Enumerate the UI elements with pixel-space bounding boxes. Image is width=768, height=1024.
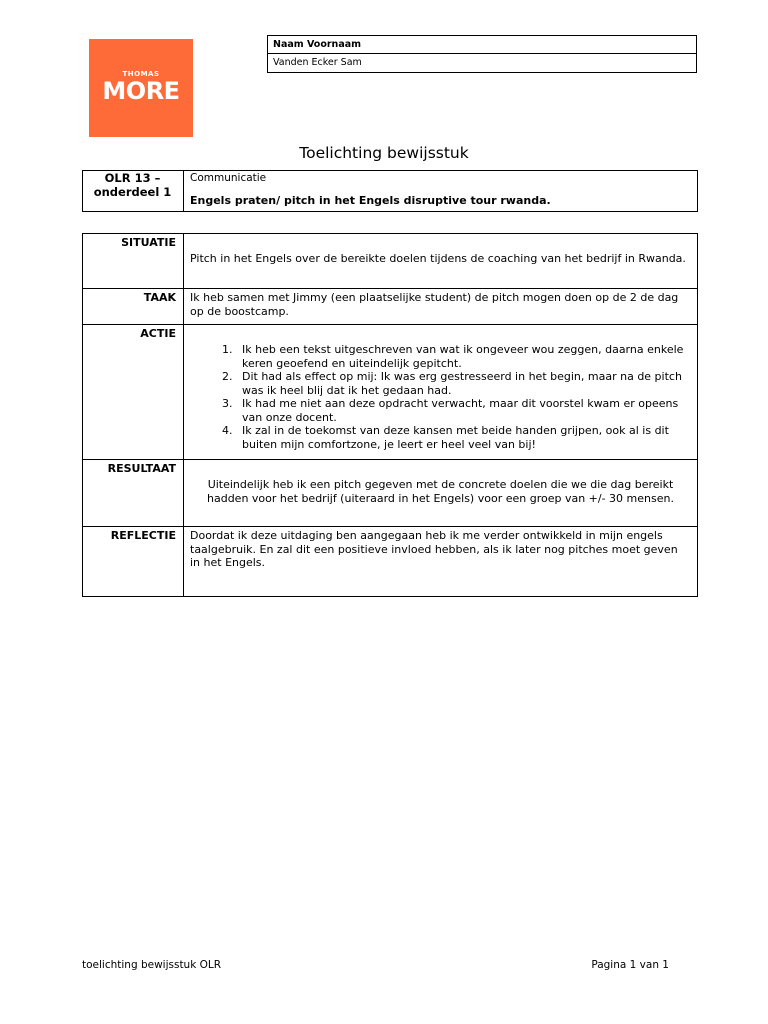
actie-label: ACTIE: [83, 325, 184, 460]
table-row: [83, 289, 698, 325]
reflectie-text: Doordat ik deze uitdaging ben aangegaan heb ik me verder ontwikkeld in mijn engels taalgebruik. En zal dit een positieve invloed hebben, als ik later nog pitches moet geven in het Engels.: [184, 527, 698, 597]
page-title: Toelichting bewijsstuk: [299, 144, 469, 162]
taak-text: Ik heb samen met Jimmy (een plaatselijke student) de pitch mogen doen op de 2 de dag op de boostcamp.: [184, 289, 698, 325]
list-item: 3. Ik had me niet aan deze opdracht verwacht, maar dit voorstel kwam er opeens van onze docent.: [236, 397, 691, 424]
situatie-label: SITUATIE: [83, 234, 184, 289]
list-item: 2. Dit had als effect op mij: Ik was erg gestresseerd in het begin, maar na de pitch was ik heel blij dat ik het gedaan had.: [236, 370, 691, 397]
table-row: [83, 527, 698, 597]
subject-text: Engels praten/ pitch in het Engels disruptive tour rwanda.: [190, 193, 551, 207]
reflectie-label: REFLECTIE: [83, 527, 184, 597]
olr-label: OLR 13 – onderdeel 1: [83, 171, 184, 212]
star-table: [82, 233, 698, 597]
table-row: [83, 234, 698, 289]
name-label: Naam Voornaam: [268, 36, 696, 54]
taak-label: TAAK: [83, 289, 184, 325]
header-content: [184, 171, 698, 212]
name-box: [267, 35, 697, 73]
table-row: [83, 325, 698, 460]
actie-content: [184, 325, 698, 460]
resultaat-label: RESULTAAT: [83, 460, 184, 527]
situatie-text: Pitch in het Engels over de bereikte doelen tijdens de coaching van het bedrijf in Rwanda.: [184, 234, 698, 289]
name-value: Vanden Ecker Sam: [273, 57, 362, 68]
header-table: [82, 170, 698, 212]
logo-line-1: THOMAS: [122, 70, 160, 78]
table-row: [83, 460, 698, 527]
list-item: 4. Ik zal in de toekomst van deze kansen met beide handen grijpen, ook al is dit buiten mijn comfortzone, je leert er heel veel van bij!: [236, 424, 691, 451]
category-text: Communicatie: [190, 172, 267, 184]
thomas-more-logo: [89, 39, 193, 137]
actie-list: [190, 343, 691, 451]
resultaat-text: Uiteindelijk heb ik een pitch gegeven met de concrete doelen die we die dag bereikt hadden voor het bedrijf (uiteraard in het Engels) voor een groep van +/- 30 mensen.: [184, 460, 698, 527]
list-item: 1. Ik heb een tekst uitgeschreven van wat ik ongeveer wou zeggen, daarna enkele keren geoefend en uiteindelijk gepitcht.: [236, 343, 691, 370]
footer-right: Pagina 1 van 1: [591, 959, 669, 971]
logo-line-2: MORE: [102, 77, 180, 105]
footer-left: toelichting bewijsstuk OLR: [82, 959, 222, 971]
